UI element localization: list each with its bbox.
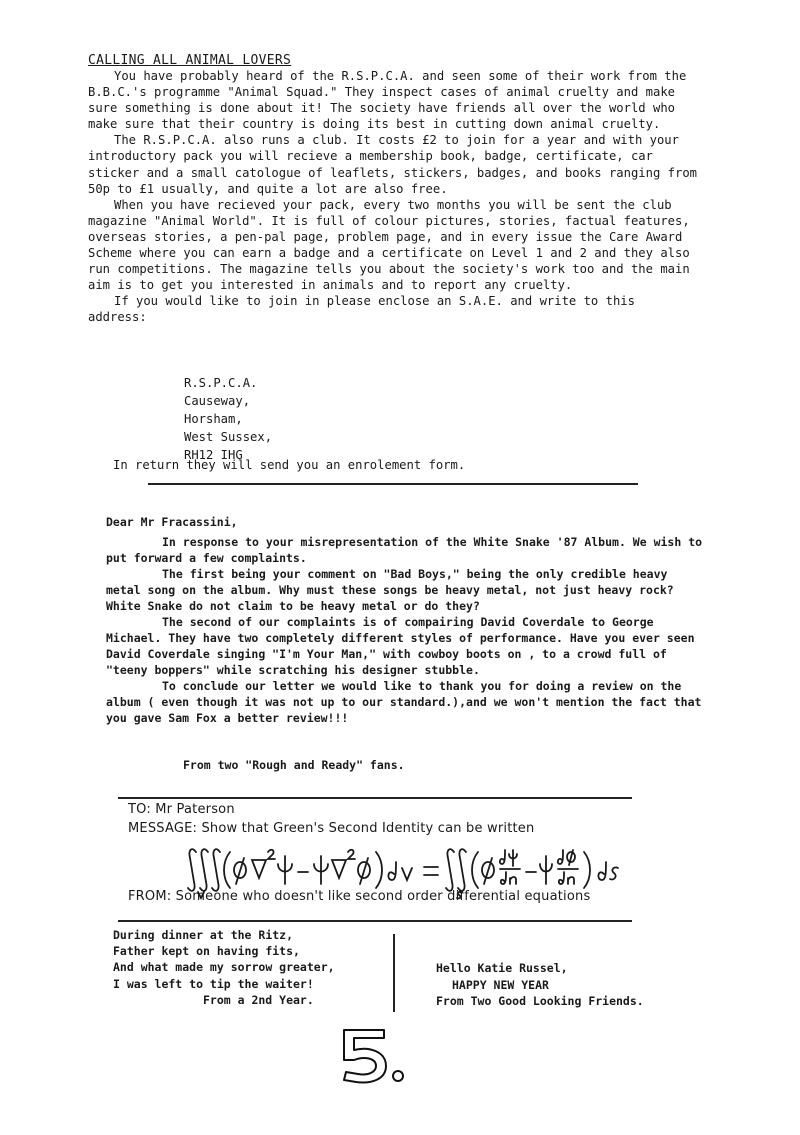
address-line: Causeway, bbox=[184, 394, 251, 408]
greeting-line: From Two Good Looking Friends. bbox=[436, 994, 644, 1008]
poem-line: I was left to tip the waiter! bbox=[113, 976, 314, 991]
letter-paragraph: The second of our complaints is of compairing David Coverdale to George Michael. They have two completely different styles of performance. Have you ever seen David Coverdale singing "I'm Your Man," with cowboy boots on , to a crowd full of "teeny boppers" while scratching his designer stubble. bbox=[106, 615, 695, 677]
poem-line: During dinner at the Ritz, bbox=[113, 928, 294, 942]
message-to: TO: Mr Paterson bbox=[128, 802, 235, 817]
article-paragraph: You have probably heard of the R.S.P.C.A. and seen some of their work from the B.B.C.'s programme "Animal Squad." They inspect cases of animal cruelty and make sure something is done about it! The society have friends all over the world who make sure that their country is doing its best in cutting down animal cruelty. bbox=[88, 69, 687, 132]
article-body bbox=[88, 68, 700, 326]
message-text: MESSAGE: Show that Green's Second Identity can be written bbox=[128, 821, 535, 836]
page-number-text: 5. bbox=[340, 1028, 341, 1029]
poem-signoff: From a 2nd Year. bbox=[203, 992, 314, 1007]
article-title: CALLING ALL ANIMAL LOVERS bbox=[88, 53, 292, 68]
poem-line: Father kept on having fits, bbox=[113, 944, 300, 959]
article-paragraph: The R.S.P.C.A. also runs a club. It costs £2 to join for a year and with your introductory pack you will recieve a membership book, badge, certificate, car sticker and a small catologue of leaflets, stickers, badges, and books ranging from 50p to £1 usually, and quite a lot are also free. bbox=[88, 133, 698, 196]
letter-signoff: From two "Rough and Ready" fans. bbox=[183, 758, 405, 772]
address-line: RH12 IHG bbox=[184, 448, 243, 462]
divider bbox=[148, 483, 638, 485]
letter-paragraph: In response to your misrepresentation of the White Snake '87 Album. We wish to put forward a few complaints. bbox=[106, 535, 703, 565]
poem-line: And what made my sorrow greater, bbox=[113, 960, 335, 975]
address-line: West Sussex, bbox=[184, 430, 273, 444]
divider bbox=[118, 797, 632, 799]
article-paragraph: If you would like to join in please enclose an S.A.E. and write to this address: bbox=[88, 294, 635, 325]
greeting bbox=[436, 960, 644, 1010]
message-from: FROM: Someone who doesn't like second order differential equations bbox=[128, 889, 591, 904]
address-line: Horsham, bbox=[184, 412, 243, 426]
divider bbox=[118, 920, 632, 922]
address-line: R.S.P.C.A. bbox=[184, 376, 258, 390]
greeting-line: HAPPY NEW YEAR bbox=[452, 977, 549, 992]
letter-body bbox=[106, 514, 706, 726]
poem bbox=[113, 927, 335, 1008]
column-divider bbox=[393, 934, 395, 1012]
letter-salutation: Dear Mr Fracassini, bbox=[106, 515, 238, 529]
letter-paragraph: The first being your comment on "Bad Boys," being the only credible heavy metal song on the album. Why must these songs be heavy metal, not just heavy rock? White Snake do not claim to be heavy metal or do they? bbox=[106, 567, 674, 613]
article-closing: In return they will send you an enrolement form. bbox=[113, 458, 466, 472]
greeting-line: Hello Katie Russel, bbox=[436, 961, 568, 975]
article-paragraph: When you have recieved your pack, every two months you will be sent the club magazine "Animal World". It is full of colour pictures, stories, factual features, overseas stories, a pen-pal page, problem page, and in every issue the Care Award Scheme where you can earn a badge and a certificate on Level 1 and 2 and they also run competitions. The magazine tells you about the society's work too and the main aim is to get you interested in animals and to report any cruelty. bbox=[88, 197, 690, 293]
page-number bbox=[340, 1028, 410, 1086]
address-block bbox=[184, 374, 272, 464]
letter-paragraph: To conclude our letter we would like to thank you for doing a review on the album ( even though it was not up to our standard.),and we won't mention the fact that you gave Sam Fox a better review!!! bbox=[106, 679, 702, 725]
